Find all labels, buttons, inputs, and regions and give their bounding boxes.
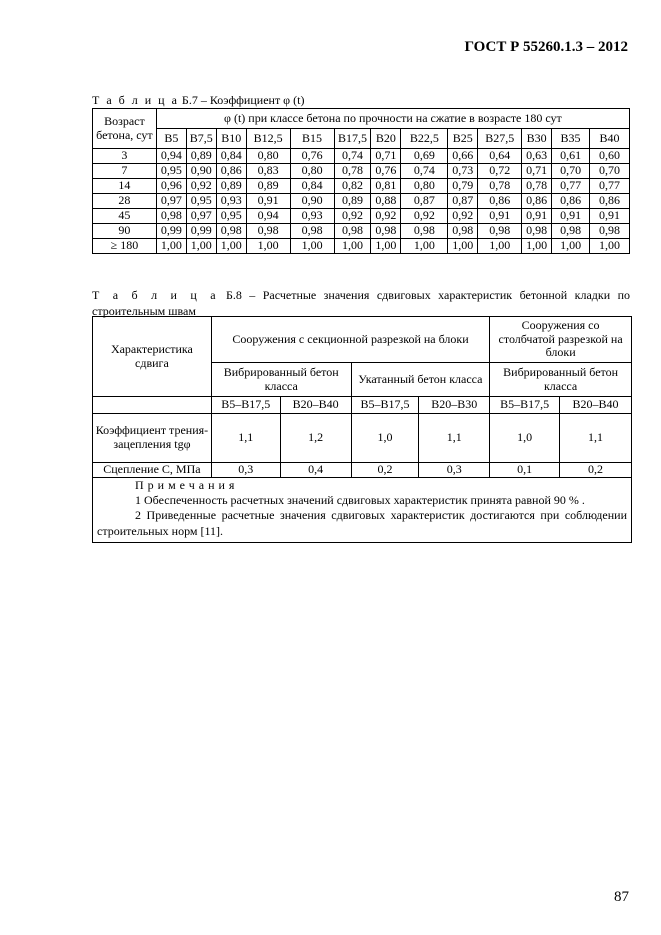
table-cell: 1,00 — [186, 239, 216, 254]
table-cell: 0,95 — [186, 194, 216, 209]
table-cell: 0,98 — [448, 224, 478, 239]
table-cell: 0,92 — [448, 209, 478, 224]
table-cell: 0,64 — [478, 149, 522, 164]
table-cell: 0,4 — [280, 463, 351, 478]
table-cell: 0,80 — [290, 164, 334, 179]
table-cell: 0,91 — [522, 209, 552, 224]
table-cell: 0,87 — [448, 194, 478, 209]
vibrated-concrete-header-2: Вибрированный бетон класса — [490, 363, 632, 397]
notes-cell — [93, 478, 632, 543]
shear-characteristic-header: Характеристика сдвига — [93, 317, 212, 397]
table-cell: 0,98 — [216, 224, 246, 239]
class-header: B25 — [448, 129, 478, 149]
table-cell: 0,76 — [290, 149, 334, 164]
table-cell: 1,1 — [560, 414, 632, 463]
table-cell: 0,98 — [478, 224, 522, 239]
table8-caption — [92, 288, 630, 319]
table-cell: 0,93 — [290, 209, 334, 224]
table-row — [93, 463, 632, 478]
table-cell: 0,3 — [211, 463, 280, 478]
sectional-structures-header: Сооружения с секционной разрезкой на блоки — [211, 317, 489, 363]
table-cell: 0,98 — [290, 224, 334, 239]
range-header: B5–B17,5 — [351, 397, 419, 414]
class-header: B35 — [552, 129, 590, 149]
table-row — [93, 164, 630, 179]
table-cell: 0,86 — [590, 194, 630, 209]
table-cell: 0,71 — [371, 149, 401, 164]
table-cell: 1,00 — [522, 239, 552, 254]
table-cell: 0,98 — [590, 224, 630, 239]
age-cell: 90 — [93, 224, 157, 239]
table-cell: 0,98 — [401, 224, 448, 239]
table-cell: 0,74 — [334, 149, 371, 164]
table-cell: 0,86 — [522, 194, 552, 209]
table-cell: 0,97 — [186, 209, 216, 224]
table-cell: 0,80 — [246, 149, 290, 164]
table-row — [93, 414, 632, 463]
table-cell: 0,89 — [186, 149, 216, 164]
table-cell: 0,73 — [448, 164, 478, 179]
table-cell: 1,00 — [401, 239, 448, 254]
table-cell: 1,00 — [156, 239, 186, 254]
range-header: B20–B40 — [280, 397, 351, 414]
table-cell: 0,81 — [371, 179, 401, 194]
table-cell: 0,94 — [156, 149, 186, 164]
table-cell: 0,70 — [590, 164, 630, 179]
table-cell: 0,78 — [478, 179, 522, 194]
table-cell: 0,69 — [401, 149, 448, 164]
table-cell: 1,00 — [334, 239, 371, 254]
table-cell: 0,80 — [401, 179, 448, 194]
range-header: B5–B17,5 — [211, 397, 280, 414]
table-cell: 0,86 — [216, 164, 246, 179]
shear-characteristics-table-b8 — [92, 316, 632, 543]
table-cell: 0,97 — [156, 194, 186, 209]
table-cell: 0,2 — [560, 463, 632, 478]
age-cell: 45 — [93, 209, 157, 224]
table-cell: 0,79 — [448, 179, 478, 194]
table-cell: 0,95 — [156, 164, 186, 179]
table-cell: 0,77 — [590, 179, 630, 194]
vibrated-concrete-header-1: Вибрированный бетон класса — [211, 363, 351, 397]
class-header: B27,5 — [478, 129, 522, 149]
coefficient-table-b7 — [92, 108, 630, 254]
table7-caption — [92, 93, 304, 108]
table-cell: 0,92 — [186, 179, 216, 194]
table-cell: 0,60 — [590, 149, 630, 164]
table-cell: 0,91 — [590, 209, 630, 224]
table-cell: 0,89 — [334, 194, 371, 209]
age-header: Возраст бетона, сут — [93, 109, 157, 149]
table-row — [93, 239, 630, 254]
table-cell: 0,91 — [552, 209, 590, 224]
table-row — [93, 209, 630, 224]
table-cell: 1,00 — [246, 239, 290, 254]
class-header: B20 — [371, 129, 401, 149]
table-cell: 0,78 — [522, 179, 552, 194]
notes-title: Примечания — [135, 478, 239, 492]
class-header: B17,5 — [334, 129, 371, 149]
table-cell: 0,92 — [371, 209, 401, 224]
table-cell: 0,70 — [552, 164, 590, 179]
range-header: B20–B40 — [560, 397, 632, 414]
table-cell: 0,92 — [401, 209, 448, 224]
range-header: B5–B17,5 — [490, 397, 560, 414]
row-label: Сцепление C, МПа — [93, 463, 212, 478]
rolled-concrete-header: Укатанный бетон класса — [351, 363, 490, 397]
table-cell: 0,3 — [419, 463, 490, 478]
table-cell: 0,96 — [156, 179, 186, 194]
table-row — [93, 149, 630, 164]
table-cell: 1,1 — [211, 414, 280, 463]
table-cell: 0,72 — [478, 164, 522, 179]
table-cell: 0,95 — [216, 209, 246, 224]
table-cell: 0,83 — [246, 164, 290, 179]
table-row — [93, 179, 630, 194]
class-header: B5 — [156, 129, 186, 149]
table-cell: 1,00 — [552, 239, 590, 254]
phi-group-header: φ (t) при классе бетона по прочности на сжатие в возрасте 180 сут — [156, 109, 629, 129]
table-cell: 0,86 — [552, 194, 590, 209]
table-cell: 1,1 — [419, 414, 490, 463]
table-row — [93, 224, 630, 239]
age-cell: 14 — [93, 179, 157, 194]
notes-row — [93, 478, 632, 543]
table8-caption-word: Т а б л и ц а — [92, 288, 219, 302]
age-cell: 7 — [93, 164, 157, 179]
table-cell: 0,87 — [401, 194, 448, 209]
table-cell: 0,61 — [552, 149, 590, 164]
table-cell: 0,91 — [478, 209, 522, 224]
table7-caption-word: Т а б л и ц а — [92, 93, 179, 107]
table-cell: 0,77 — [552, 179, 590, 194]
table-cell: 0,89 — [216, 179, 246, 194]
table-cell: 0,90 — [290, 194, 334, 209]
age-cell: 3 — [93, 149, 157, 164]
table-cell: 0,94 — [246, 209, 290, 224]
table-cell: 0,92 — [334, 209, 371, 224]
table-cell: 0,84 — [216, 149, 246, 164]
class-header: B7,5 — [186, 129, 216, 149]
table-cell: 0,90 — [186, 164, 216, 179]
table-cell: 1,00 — [448, 239, 478, 254]
class-header: B12,5 — [246, 129, 290, 149]
table-cell: 0,91 — [246, 194, 290, 209]
blank-header-cell — [93, 397, 212, 414]
table-cell: 1,0 — [490, 414, 560, 463]
table-row — [93, 194, 630, 209]
table-cell: 0,74 — [401, 164, 448, 179]
table-cell: 1,00 — [371, 239, 401, 254]
columnar-structures-header: Сооружения со столбчатой разрезкой на блоки — [490, 317, 632, 363]
table7-caption-rest: Б.7 – Коэффициент φ (t) — [178, 93, 305, 107]
table-cell: 1,00 — [216, 239, 246, 254]
page-number: 87 — [614, 889, 629, 905]
table-cell: 0,2 — [351, 463, 419, 478]
table-cell: 0,98 — [156, 209, 186, 224]
table-cell: 0,84 — [290, 179, 334, 194]
table-cell: 0,76 — [371, 164, 401, 179]
table-cell: 0,63 — [522, 149, 552, 164]
class-header: B10 — [216, 129, 246, 149]
table-cell: 0,98 — [522, 224, 552, 239]
table-cell: 0,1 — [490, 463, 560, 478]
table-cell: 0,99 — [186, 224, 216, 239]
table-cell: 1,2 — [280, 414, 351, 463]
table-cell: 0,98 — [246, 224, 290, 239]
table-cell: 0,98 — [334, 224, 371, 239]
table-cell: 1,00 — [478, 239, 522, 254]
table-cell: 0,88 — [371, 194, 401, 209]
class-header: B15 — [290, 129, 334, 149]
note-item: 1 Обеспеченность расчетных значений сдвиговых характеристик принята равной 90 % . — [135, 492, 585, 507]
table-cell: 0,98 — [552, 224, 590, 239]
table-cell: 1,00 — [590, 239, 630, 254]
table-cell: 0,78 — [334, 164, 371, 179]
table-cell: 0,82 — [334, 179, 371, 194]
class-header: B30 — [522, 129, 552, 149]
age-cell: ≥ 180 — [93, 239, 157, 254]
row-label: Коэффициент трения-зацепления tgφ — [93, 414, 212, 463]
table-cell: 0,66 — [448, 149, 478, 164]
table8-caption-rest: Б.8 – Расчетные значения сдвиговых характеристик бетонной кладки по строительным швам — [92, 288, 631, 318]
document-code-header: ГОСТ Р 55260.1.3 – 2012 — [464, 39, 628, 55]
class-header: B40 — [590, 129, 630, 149]
table-cell: 1,00 — [290, 239, 334, 254]
table-cell: 0,98 — [371, 224, 401, 239]
table-cell: 0,99 — [156, 224, 186, 239]
table-cell: 0,93 — [216, 194, 246, 209]
table-cell: 0,86 — [478, 194, 522, 209]
range-header: B20–B30 — [419, 397, 490, 414]
table-cell: 0,89 — [246, 179, 290, 194]
note-item: 2 Приведенные расчетные значения сдвиговых характеристик достигаются при соблюдении строительных норм [11]. — [97, 508, 627, 538]
table-cell: 0,71 — [522, 164, 552, 179]
age-cell: 28 — [93, 194, 157, 209]
table-cell: 1,0 — [351, 414, 419, 463]
class-header: B22,5 — [401, 129, 448, 149]
